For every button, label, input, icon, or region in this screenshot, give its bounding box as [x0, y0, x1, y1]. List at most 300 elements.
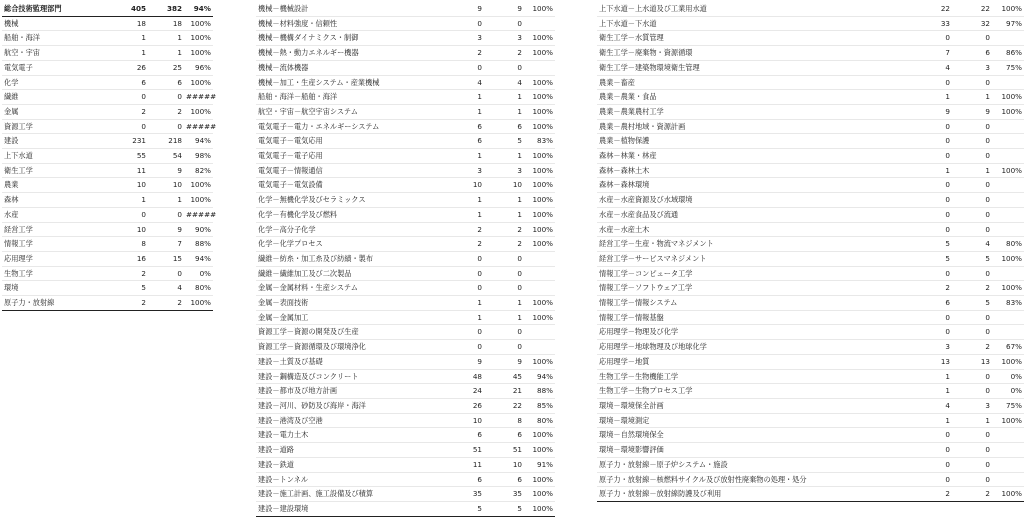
row-count-b: 1 [148, 31, 184, 46]
table-row [2, 237, 213, 252]
row-count-a: 0 [917, 428, 952, 443]
row-percent [524, 281, 555, 296]
row-percent: 0% [184, 266, 213, 281]
row-count-b: 0 [952, 31, 992, 46]
row-name: 資源工学－資源の開発及び生産 [256, 325, 452, 340]
row-name: 原子力・放射線 [2, 296, 112, 311]
row-count-b: 6 [148, 75, 184, 90]
row-count-a: 0 [917, 310, 952, 325]
row-count-b: 1 [148, 46, 184, 61]
row-name: 建設－都市及び地方計画 [256, 384, 452, 399]
row-percent: 100% [524, 163, 555, 178]
row-percent: 100% [184, 104, 213, 119]
row-percent: 100% [184, 296, 213, 311]
row-percent: 100% [524, 31, 555, 46]
row-count-b: 1 [484, 149, 524, 164]
row-percent: 100% [524, 119, 555, 134]
row-count-a: 2 [452, 46, 484, 61]
row-percent: 90% [184, 222, 213, 237]
row-count-b: 0 [148, 207, 184, 222]
row-percent: 98% [184, 149, 213, 164]
row-percent: 100% [184, 193, 213, 208]
row-count-a: 9 [917, 104, 952, 119]
row-count-a: 26 [112, 60, 148, 75]
table-row [2, 134, 213, 149]
row-count-b: 10 [484, 178, 524, 193]
row-percent: 100% [524, 222, 555, 237]
row-percent [992, 178, 1024, 193]
row-name: 経営工学－サービスマネジメント [597, 251, 917, 266]
table-row [597, 149, 1024, 164]
subject-table-middle-body [256, 2, 555, 516]
row-name: 原子力・放射線－核燃料サイクル及び放射性廃棄物の処理・処分 [597, 472, 917, 487]
table-row [597, 325, 1024, 340]
row-name: 情報工学－コンピュータ工学 [597, 266, 917, 281]
row-name: 金属－金属材料・生産システム [256, 281, 452, 296]
row-count-b: 51 [484, 443, 524, 458]
row-count-a: 0 [917, 75, 952, 90]
table-row [597, 2, 1024, 16]
row-count-a: 51 [452, 443, 484, 458]
row-count-b: 10 [484, 457, 524, 472]
row-count-a: 0 [112, 207, 148, 222]
row-name: 金属－表面技術 [256, 296, 452, 311]
row-name: 電気電子－情報通信 [256, 163, 452, 178]
row-percent [992, 134, 1024, 149]
row-count-b: 0 [148, 90, 184, 105]
table-row [256, 163, 555, 178]
row-name: 建設－建設環境 [256, 501, 452, 516]
table-row [597, 266, 1024, 281]
row-count-a: 0 [917, 149, 952, 164]
row-count-b: 13 [952, 354, 992, 369]
row-count-a: 55 [112, 149, 148, 164]
row-percent: 100% [524, 237, 555, 252]
table-row [597, 16, 1024, 31]
table-row [2, 222, 213, 237]
row-count-b: 5 [484, 501, 524, 516]
row-count-a: 0 [917, 266, 952, 281]
row-count-a: 0 [452, 340, 484, 355]
row-name: 森林 [2, 193, 112, 208]
row-count-b: 2 [952, 340, 992, 355]
row-count-a: 9 [452, 354, 484, 369]
row-name: 水産－水産資源及び水域環境 [597, 193, 917, 208]
row-name: 上下水道 [2, 149, 112, 164]
table-row [597, 443, 1024, 458]
table-row [597, 384, 1024, 399]
row-count-b: 6 [484, 472, 524, 487]
row-count-a: 6 [452, 472, 484, 487]
row-percent: ##### [184, 207, 213, 222]
table-row [256, 134, 555, 149]
row-count-b: 7 [148, 237, 184, 252]
row-name: 農業－農業・食品 [597, 90, 917, 105]
row-name: 船舶・海洋 [2, 31, 112, 46]
row-count-a: 5 [917, 251, 952, 266]
row-percent [992, 31, 1024, 46]
row-count-b: 21 [484, 384, 524, 399]
row-count-a: 1 [917, 413, 952, 428]
row-name: 繊維－繊維加工及び二次製品 [256, 266, 452, 281]
row-percent [524, 251, 555, 266]
row-percent [524, 325, 555, 340]
row-count-a: 0 [917, 472, 952, 487]
row-percent: 97% [992, 16, 1024, 31]
row-name: 環境－自然環境保全 [597, 428, 917, 443]
table-row [597, 428, 1024, 443]
row-percent: 100% [524, 296, 555, 311]
row-count-a: 2 [112, 296, 148, 311]
row-count-b: 5 [952, 251, 992, 266]
row-count-b: 4 [148, 281, 184, 296]
row-count-a: 1 [452, 149, 484, 164]
row-count-a: 2 [452, 222, 484, 237]
row-name: 生物工学 [2, 266, 112, 281]
row-name: 農業－畜産 [597, 75, 917, 90]
row-percent [992, 457, 1024, 472]
row-name: 水産－水産食品及び流通 [597, 207, 917, 222]
row-count-b: 4 [952, 237, 992, 252]
table-row [256, 281, 555, 296]
row-count-b: 0 [952, 369, 992, 384]
row-name: 原子力・放射線－放射線防護及び利用 [597, 487, 917, 502]
table-row [256, 60, 555, 75]
row-name: 衛生工学 [2, 163, 112, 178]
row-count-b: 5 [952, 296, 992, 311]
table-row [256, 222, 555, 237]
row-count-b: 3 [952, 398, 992, 413]
table-row [597, 104, 1024, 119]
row-name: 繊維 [2, 90, 112, 105]
row-percent [992, 193, 1024, 208]
row-percent: 80% [184, 281, 213, 296]
summary-table-body [2, 2, 217, 310]
row-count-a: 0 [917, 119, 952, 134]
table-row [2, 60, 213, 75]
row-name: 農業－農業農村工学 [597, 104, 917, 119]
row-count-a: 11 [112, 163, 148, 178]
row-count-a: 10 [452, 413, 484, 428]
row-count-a: 4 [917, 60, 952, 75]
row-name: 生物工学－生物機能工学 [597, 369, 917, 384]
row-name: 電気電子 [2, 60, 112, 75]
row-percent [992, 472, 1024, 487]
table-row [256, 369, 555, 384]
row-count-a: 231 [112, 134, 148, 149]
row-percent: 0% [992, 384, 1024, 399]
row-name: 電気電子－電子応用 [256, 149, 452, 164]
row-name: 建設－トンネル [256, 472, 452, 487]
row-count-b: 2 [952, 281, 992, 296]
table-row [256, 178, 555, 193]
row-count-a: 2 [917, 281, 952, 296]
table-row [256, 443, 555, 458]
row-count-b: 10 [148, 178, 184, 193]
row-name: 森林－森林土木 [597, 163, 917, 178]
row-name: 機械 [2, 16, 112, 31]
row-count-a: 0 [917, 134, 952, 149]
table-row [597, 354, 1024, 369]
row-name: 衛生工学－水質管理 [597, 31, 917, 46]
row-count-a: 26 [452, 398, 484, 413]
row-percent: 100% [524, 487, 555, 502]
row-name: 総合技術監理部門 [2, 2, 112, 16]
row-percent [524, 266, 555, 281]
row-count-b: 0 [952, 266, 992, 281]
row-percent: 100% [992, 90, 1024, 105]
row-percent [992, 222, 1024, 237]
row-count-b: 3 [484, 163, 524, 178]
table-row [256, 266, 555, 281]
table-row [597, 178, 1024, 193]
table-row [256, 413, 555, 428]
table-row [2, 31, 213, 46]
row-count-b: 0 [484, 266, 524, 281]
row-name: 応用理学 [2, 251, 112, 266]
row-count-b: 5 [484, 134, 524, 149]
row-name: 森林－林業・林産 [597, 149, 917, 164]
row-percent [524, 16, 555, 31]
table-row [597, 472, 1024, 487]
table-row [597, 310, 1024, 325]
table-row [256, 487, 555, 502]
row-name: 機械－熱・動力エネルギー機器 [256, 46, 452, 61]
table-row [2, 90, 213, 105]
row-name: 原子力・放射線－原子炉システム・施設 [597, 457, 917, 472]
table-row [2, 2, 213, 16]
row-count-b: 1 [952, 163, 992, 178]
row-count-a: 48 [452, 369, 484, 384]
row-count-a: 0 [917, 31, 952, 46]
row-count-a: 1 [452, 296, 484, 311]
row-count-b: 3 [952, 60, 992, 75]
row-percent: 94% [184, 2, 213, 16]
row-percent [992, 428, 1024, 443]
table-row [256, 310, 555, 325]
row-count-b: 54 [148, 149, 184, 164]
row-name: 情報工学 [2, 237, 112, 252]
row-percent: 100% [184, 16, 213, 31]
table-row [256, 149, 555, 164]
table-row [597, 398, 1024, 413]
row-name: 船舶・海洋－船舶・海洋 [256, 90, 452, 105]
table-row [597, 163, 1024, 178]
row-count-b: 0 [952, 457, 992, 472]
row-percent: 82% [184, 163, 213, 178]
row-name: 航空・宇宙－航空宇宙システム [256, 104, 452, 119]
row-name: 建設－施工計画、施工設備及び積算 [256, 487, 452, 502]
row-name: 応用理学－地質 [597, 354, 917, 369]
table-row [2, 46, 213, 61]
row-count-a: 3 [452, 163, 484, 178]
row-percent [992, 119, 1024, 134]
table-row [256, 104, 555, 119]
row-count-b: 1 [484, 296, 524, 311]
table-row [256, 2, 555, 16]
table-row [597, 251, 1024, 266]
table-row [597, 207, 1024, 222]
row-percent: 94% [184, 134, 213, 149]
row-percent: 85% [524, 398, 555, 413]
row-count-b: 9 [148, 163, 184, 178]
summary-table [2, 2, 217, 311]
row-name: 建設－土質及び基礎 [256, 354, 452, 369]
table-row [256, 354, 555, 369]
row-count-b: 1 [484, 104, 524, 119]
row-percent: 75% [992, 398, 1024, 413]
row-count-a: 7 [917, 46, 952, 61]
row-percent: 100% [992, 413, 1024, 428]
row-count-b: 9 [952, 104, 992, 119]
table-row [2, 193, 213, 208]
table-row [597, 487, 1024, 502]
row-count-b: 3 [484, 31, 524, 46]
row-count-b: 15 [148, 251, 184, 266]
table-row [2, 75, 213, 90]
table-row [597, 413, 1024, 428]
row-count-b: 1 [484, 193, 524, 208]
table-row [256, 90, 555, 105]
row-count-b: 45 [484, 369, 524, 384]
row-count-b: 0 [952, 193, 992, 208]
row-count-a: 0 [452, 325, 484, 340]
row-count-a: 22 [917, 2, 952, 16]
row-name: 化学－化学プロセス [256, 237, 452, 252]
row-count-b: 2 [952, 487, 992, 502]
row-percent: 88% [184, 237, 213, 252]
row-percent: 100% [992, 487, 1024, 502]
table-row [256, 325, 555, 340]
subject-table-right-body [597, 2, 1024, 501]
row-percent: 96% [184, 60, 213, 75]
table-row [256, 384, 555, 399]
row-percent: 100% [992, 251, 1024, 266]
row-name: 環境－環境測定 [597, 413, 917, 428]
row-percent [992, 149, 1024, 164]
row-count-b: 0 [484, 16, 524, 31]
table-row [2, 281, 213, 296]
row-name: 農業 [2, 178, 112, 193]
row-name: 環境－環境影響評価 [597, 443, 917, 458]
row-count-b: 0 [484, 325, 524, 340]
row-percent: 100% [992, 354, 1024, 369]
row-count-a: 0 [917, 178, 952, 193]
row-count-a: 0 [917, 443, 952, 458]
row-count-a: 10 [112, 178, 148, 193]
table-row [597, 60, 1024, 75]
row-percent: 100% [992, 281, 1024, 296]
row-count-b: 0 [952, 75, 992, 90]
row-name: 衛生工学－廃棄物・資源循環 [597, 46, 917, 61]
row-percent [992, 75, 1024, 90]
row-count-b: 1 [484, 310, 524, 325]
row-percent: 100% [184, 31, 213, 46]
row-count-b: 9 [148, 222, 184, 237]
table-row [256, 296, 555, 311]
row-percent: 100% [524, 2, 555, 16]
row-count-a: 5 [112, 281, 148, 296]
row-count-b: 0 [952, 310, 992, 325]
row-count-b: 8 [484, 413, 524, 428]
table-row [597, 281, 1024, 296]
table-row [597, 75, 1024, 90]
row-percent [992, 443, 1024, 458]
row-count-a: 0 [917, 222, 952, 237]
row-name: 金属 [2, 104, 112, 119]
row-percent: 100% [524, 207, 555, 222]
row-count-b: 382 [148, 2, 184, 16]
table-row [597, 119, 1024, 134]
row-name: 機械－材料強度・信頼性 [256, 16, 452, 31]
row-count-b: 0 [952, 222, 992, 237]
row-percent [524, 60, 555, 75]
table-row [597, 237, 1024, 252]
row-count-a: 405 [112, 2, 148, 16]
row-count-a: 0 [452, 266, 484, 281]
table-row [2, 178, 213, 193]
row-percent: 80% [524, 413, 555, 428]
row-percent: 94% [524, 369, 555, 384]
row-name: 機械－流体機器 [256, 60, 452, 75]
row-percent: 100% [524, 193, 555, 208]
row-count-b: 9 [484, 354, 524, 369]
row-percent: 86% [992, 46, 1024, 61]
row-count-a: 0 [917, 457, 952, 472]
table-row [597, 31, 1024, 46]
row-percent: 100% [524, 75, 555, 90]
row-count-a: 1 [917, 90, 952, 105]
row-percent: 100% [524, 501, 555, 516]
row-percent [992, 325, 1024, 340]
table-row [256, 119, 555, 134]
row-name: 経営工学 [2, 222, 112, 237]
row-count-b: 0 [952, 325, 992, 340]
row-count-b: 22 [952, 2, 992, 16]
table-row [2, 16, 213, 31]
row-count-b: 4 [484, 75, 524, 90]
table-row [597, 457, 1024, 472]
table-row [256, 16, 555, 31]
table-row [597, 46, 1024, 61]
row-count-b: 2 [148, 104, 184, 119]
row-name: 電気電子－電力・エネルギーシステム [256, 119, 452, 134]
table-row [256, 193, 555, 208]
row-count-a: 11 [452, 457, 484, 472]
row-percent [992, 266, 1024, 281]
row-count-a: 0 [917, 193, 952, 208]
table-row [256, 428, 555, 443]
row-count-a: 35 [452, 487, 484, 502]
row-name: 化学 [2, 75, 112, 90]
table-row [597, 134, 1024, 149]
table-row [597, 296, 1024, 311]
row-count-b: 2 [148, 296, 184, 311]
row-name: 金属－金属加工 [256, 310, 452, 325]
row-count-b: 0 [484, 60, 524, 75]
row-name: 環境 [2, 281, 112, 296]
row-count-a: 9 [452, 2, 484, 16]
row-count-a: 6 [452, 119, 484, 134]
row-percent: 75% [992, 60, 1024, 75]
table-row [597, 193, 1024, 208]
row-count-a: 1 [112, 193, 148, 208]
row-name: 化学－高分子化学 [256, 222, 452, 237]
row-count-a: 1 [917, 163, 952, 178]
row-count-b: 0 [952, 178, 992, 193]
table-row [2, 104, 213, 119]
row-percent: 100% [524, 443, 555, 458]
